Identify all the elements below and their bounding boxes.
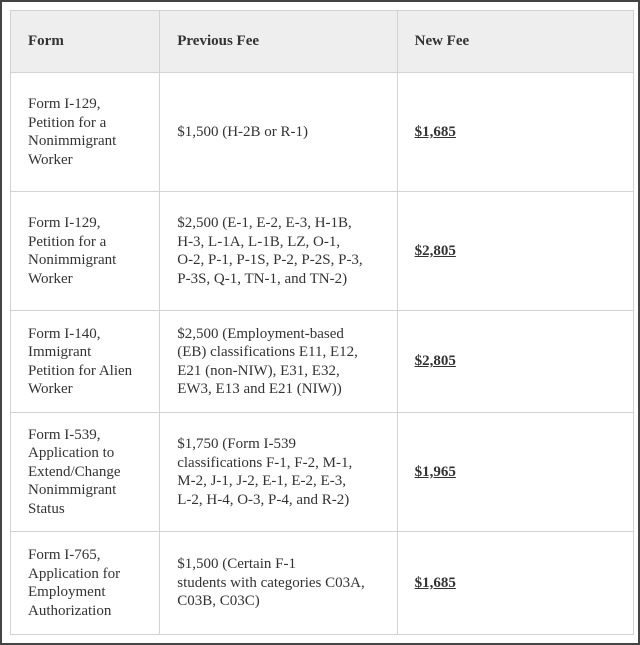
form-line: Form I-129, — [28, 96, 101, 112]
table-row — [11, 413, 634, 532]
header-form: Form — [11, 11, 160, 73]
previous-fee-cell — [160, 73, 397, 192]
header-new-fee: New Fee — [397, 11, 633, 73]
previous-fee-line: M-2, J-1, J-2, E-1, E-2, E-3, — [177, 473, 346, 489]
new-fee-link[interactable]: $1,685 — [414, 574, 456, 591]
new-fee-link[interactable]: $1,965 — [414, 463, 456, 480]
previous-fee-line: classifications F-1, F-2, M-1, — [177, 454, 353, 471]
form-line: Extend/Change — [28, 463, 121, 480]
table-row — [11, 532, 634, 635]
form-cell — [11, 413, 160, 532]
new-fee-link[interactable]: $2,805 — [414, 353, 456, 370]
table-row — [11, 192, 634, 311]
new-fee-cell — [397, 311, 633, 413]
previous-fee-line: P-3S, Q-1, TN-1, and TN-2) — [177, 270, 348, 287]
previous-fee-cell — [160, 532, 397, 635]
previous-fee-line: EW3, E13 and E21 (NIW)) — [177, 381, 342, 397]
form-line: Nonimmigrant — [28, 482, 117, 499]
previous-fee-cell — [160, 192, 397, 311]
form-line: Nonimmigrant — [28, 252, 117, 268]
new-fee-cell — [397, 192, 633, 311]
previous-fee-line: $2,500 (E-1, E-2, E-3, H-1B, — [177, 215, 352, 231]
previous-fee-line: C03B, C03C) — [177, 593, 260, 610]
form-line: Form I-539, — [28, 426, 101, 443]
form-line: Application to — [28, 445, 115, 462]
form-line: Worker — [28, 270, 73, 287]
header-row — [11, 11, 634, 73]
previous-fee-line: (EB) classifications E11, E12, — [177, 344, 358, 360]
form-cell — [11, 192, 160, 311]
form-cell — [11, 532, 160, 635]
previous-fee-line: $1,750 (Form I-539 — [177, 436, 296, 452]
header-previous-fee: Previous Fee — [160, 11, 397, 73]
form-line: Worker — [28, 381, 73, 397]
form-line: Petition for a — [28, 114, 107, 131]
form-line: Petition for Alien — [28, 362, 133, 379]
previous-fee-line: E21 (non-NIW), E31, E32, — [177, 362, 340, 379]
table-body — [11, 73, 634, 635]
form-line: Form I-765, — [28, 547, 101, 563]
form-cell — [11, 311, 160, 413]
table-row — [11, 73, 634, 192]
new-fee-cell — [397, 532, 633, 635]
previous-fee-cell — [160, 413, 397, 532]
form-line: Form I-129, — [28, 215, 101, 231]
form-line: Form I-140, — [28, 325, 101, 342]
form-line: Authorization — [28, 602, 112, 619]
form-line: Status — [28, 500, 65, 517]
new-fee-link[interactable]: $1,685 — [414, 123, 456, 140]
fee-table — [10, 10, 634, 635]
form-line: Worker — [28, 151, 73, 168]
form-line: Application for — [28, 565, 121, 582]
form-line: Employment — [28, 584, 106, 600]
previous-fee-line: $2,500 (Employment-based — [177, 325, 344, 342]
previous-fee-line: L-2, H-4, O-3, P-4, and R-2) — [177, 491, 350, 508]
new-fee-cell — [397, 413, 633, 532]
form-line: Petition for a — [28, 233, 107, 250]
new-fee-link[interactable]: $2,805 — [414, 242, 456, 259]
table-row — [11, 311, 634, 413]
previous-fee-line: $1,500 (Certain F-1 — [177, 556, 296, 573]
new-fee-cell — [397, 73, 633, 192]
previous-fee-line: H-3, L-1A, L-1B, LZ, O-1, — [177, 233, 341, 250]
previous-fee-line: O-2, P-1, P-1S, P-2, P-2S, P-3, — [177, 252, 363, 268]
previous-fee-cell — [160, 311, 397, 413]
form-line: Nonimmigrant — [28, 133, 117, 149]
table-header — [11, 11, 634, 73]
form-line: Immigrant — [28, 344, 92, 360]
previous-fee-line: $1,500 (H-2B or R-1) — [177, 123, 309, 140]
previous-fee-line: students with categories C03A, — [177, 574, 365, 591]
form-cell — [11, 73, 160, 192]
